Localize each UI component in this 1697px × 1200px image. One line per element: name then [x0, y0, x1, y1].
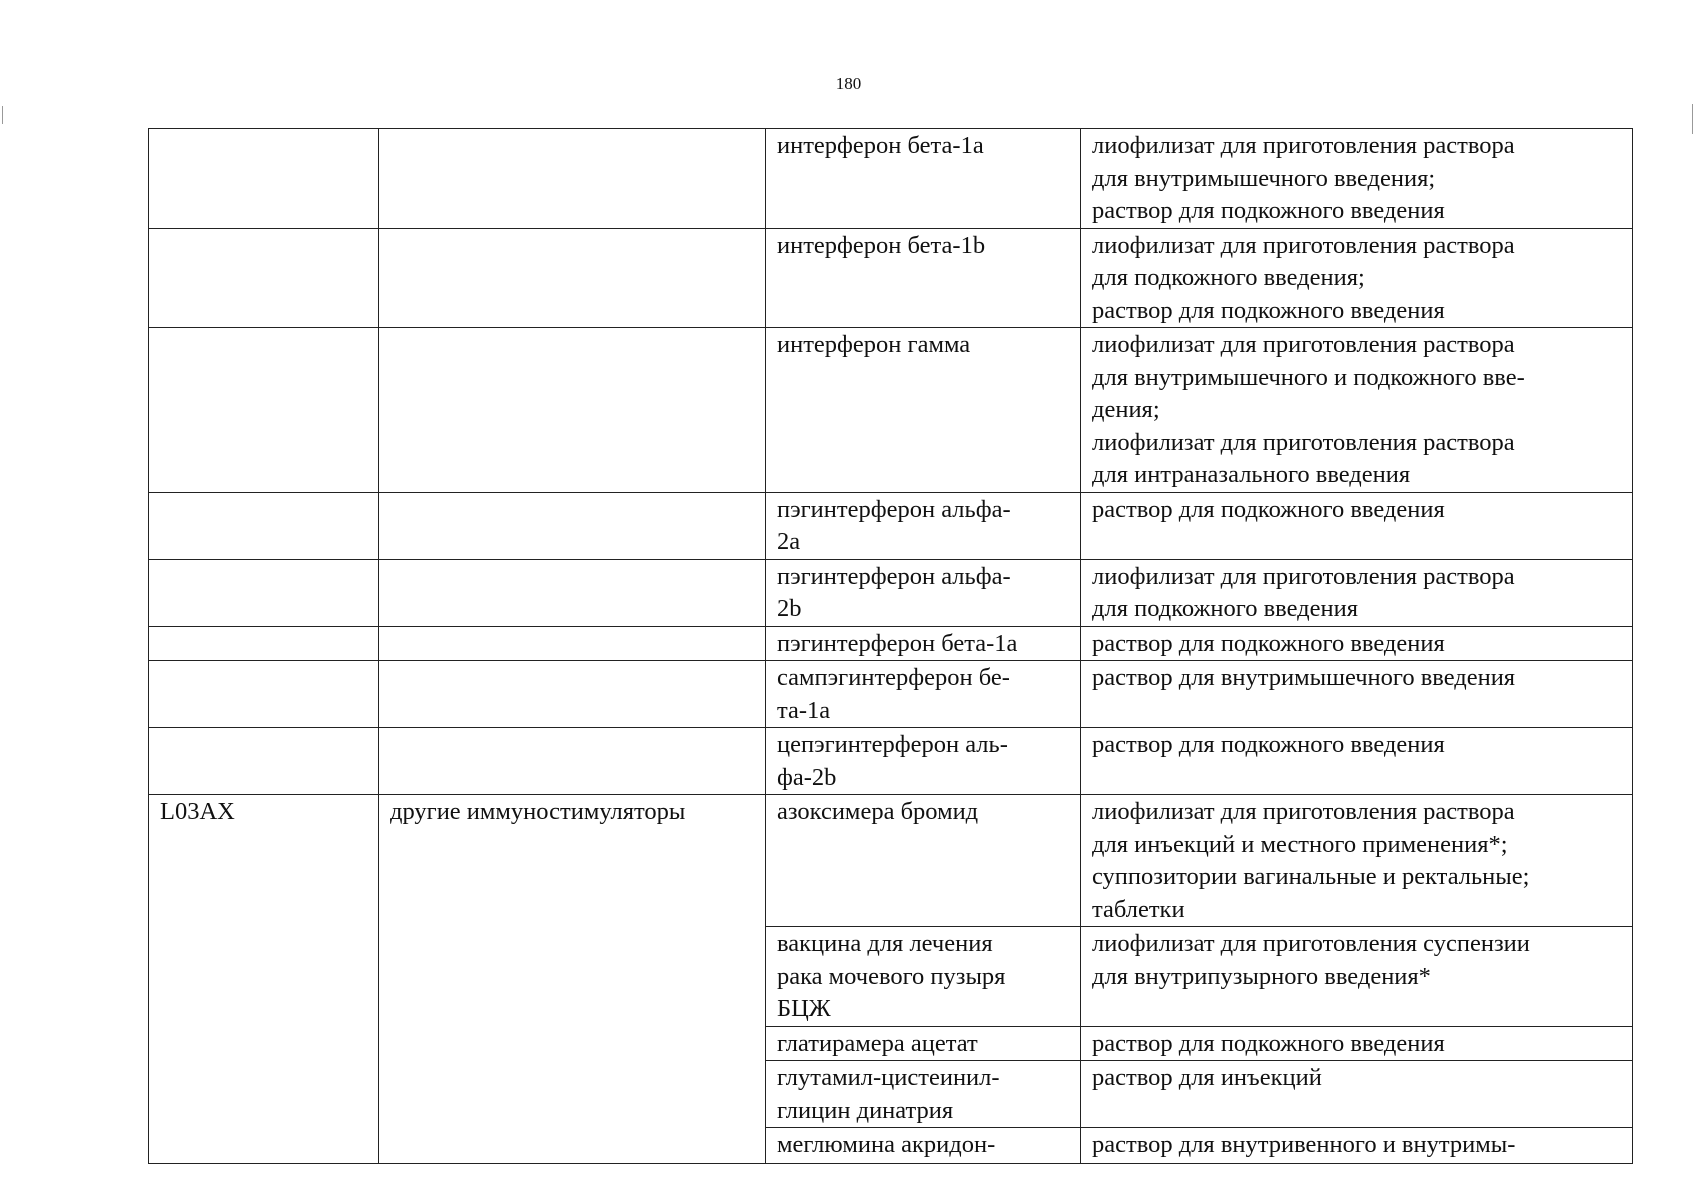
drug-name-cell: интерферон гамма: [766, 328, 1081, 493]
drug-name-cell: пэгинтерферон альфа- 2a: [766, 492, 1081, 559]
dosage-form-cell: раствор для подкожного введения: [1081, 492, 1633, 559]
atc-code-cell: [149, 661, 379, 728]
group-cell: [379, 492, 766, 559]
dosage-form-cell: раствор для инъекций: [1081, 1061, 1633, 1128]
group-cell: [379, 728, 766, 795]
drug-name-cell: пэгинтерферон альфа- 2b: [766, 559, 1081, 626]
atc-code-cell: [149, 328, 379, 493]
dosage-form-cell: раствор для подкожного введения: [1081, 728, 1633, 795]
table-row: [149, 328, 1633, 493]
drug-name-cell: вакцина для лечения рака мочевого пузыря БЦЖ: [766, 927, 1081, 1027]
dosage-form-cell: лиофилизат для приготовления раствора для внутримышечного введения; раствор для подкожного введения: [1081, 129, 1633, 229]
atc-code-cell: [149, 728, 379, 795]
dosage-form-cell: лиофилизат для приготовления раствора для подкожного введения: [1081, 559, 1633, 626]
dosage-form-cell: лиофилизат для приготовления раствора для инъекций и местного применения*; суппозитории вагинальные и ректальные; таблетки: [1081, 795, 1633, 927]
table-row: [149, 129, 1633, 229]
page-number: 180: [835, 74, 862, 93]
group-cell: другие иммуностимуляторы: [379, 795, 766, 1164]
group-cell: [379, 328, 766, 493]
dosage-form-cell: раствор для подкожного введения: [1081, 626, 1633, 661]
drug-name-cell: интерферон бета-1b: [766, 228, 1081, 328]
drug-name-cell: интерферон бета-1a: [766, 129, 1081, 229]
atc-code-cell: L03AX: [149, 795, 379, 1164]
drug-name-cell: пэгинтерферон бета-1a: [766, 626, 1081, 661]
atc-code-cell: [149, 626, 379, 661]
atc-code-cell: [149, 228, 379, 328]
atc-code-cell: [149, 129, 379, 229]
table-row: [149, 626, 1633, 661]
atc-code-cell: [149, 559, 379, 626]
drug-name-cell: глатирамера ацетат: [766, 1026, 1081, 1061]
atc-code-cell: [149, 492, 379, 559]
group-cell: [379, 129, 766, 229]
dosage-form-cell: лиофилизат для приготовления суспензии для внутрипузырного введения*: [1081, 927, 1633, 1027]
drug-name-cell: глутамил-цистеинил- глицин динатрия: [766, 1061, 1081, 1128]
group-cell: [379, 228, 766, 328]
table-row: [149, 228, 1633, 328]
dosage-form-cell: раствор для внутривенного и внутримы-: [1081, 1128, 1633, 1164]
table-row: [149, 492, 1633, 559]
dosage-form-cell: лиофилизат для приготовления раствора для внутримышечного и подкожного вве- дения; лиофилизат для приготовления раствора для интраназального введения: [1081, 328, 1633, 493]
group-cell: [379, 559, 766, 626]
table-row: [149, 795, 1633, 927]
dosage-form-cell: лиофилизат для приготовления раствора для подкожного введения; раствор для подкожного введения: [1081, 228, 1633, 328]
table-row: [149, 728, 1633, 795]
drug-name-cell: цепэгинтерферон аль- фа-2b: [766, 728, 1081, 795]
drug-name-cell: азоксимера бромид: [766, 795, 1081, 927]
drug-name-cell: сампэгинтерферон бе- та-1a: [766, 661, 1081, 728]
drug-table: [148, 128, 1633, 1164]
group-cell: [379, 661, 766, 728]
table-row: [149, 559, 1633, 626]
dosage-form-cell: раствор для подкожного введения: [1081, 1026, 1633, 1061]
scan-edge-mark-left: [2, 106, 3, 124]
scan-edge-mark-right: [1692, 104, 1693, 134]
table-row: [149, 661, 1633, 728]
dosage-form-cell: раствор для внутримышечного введения: [1081, 661, 1633, 728]
drug-name-cell: меглюмина акридон-: [766, 1128, 1081, 1164]
group-cell: [379, 626, 766, 661]
